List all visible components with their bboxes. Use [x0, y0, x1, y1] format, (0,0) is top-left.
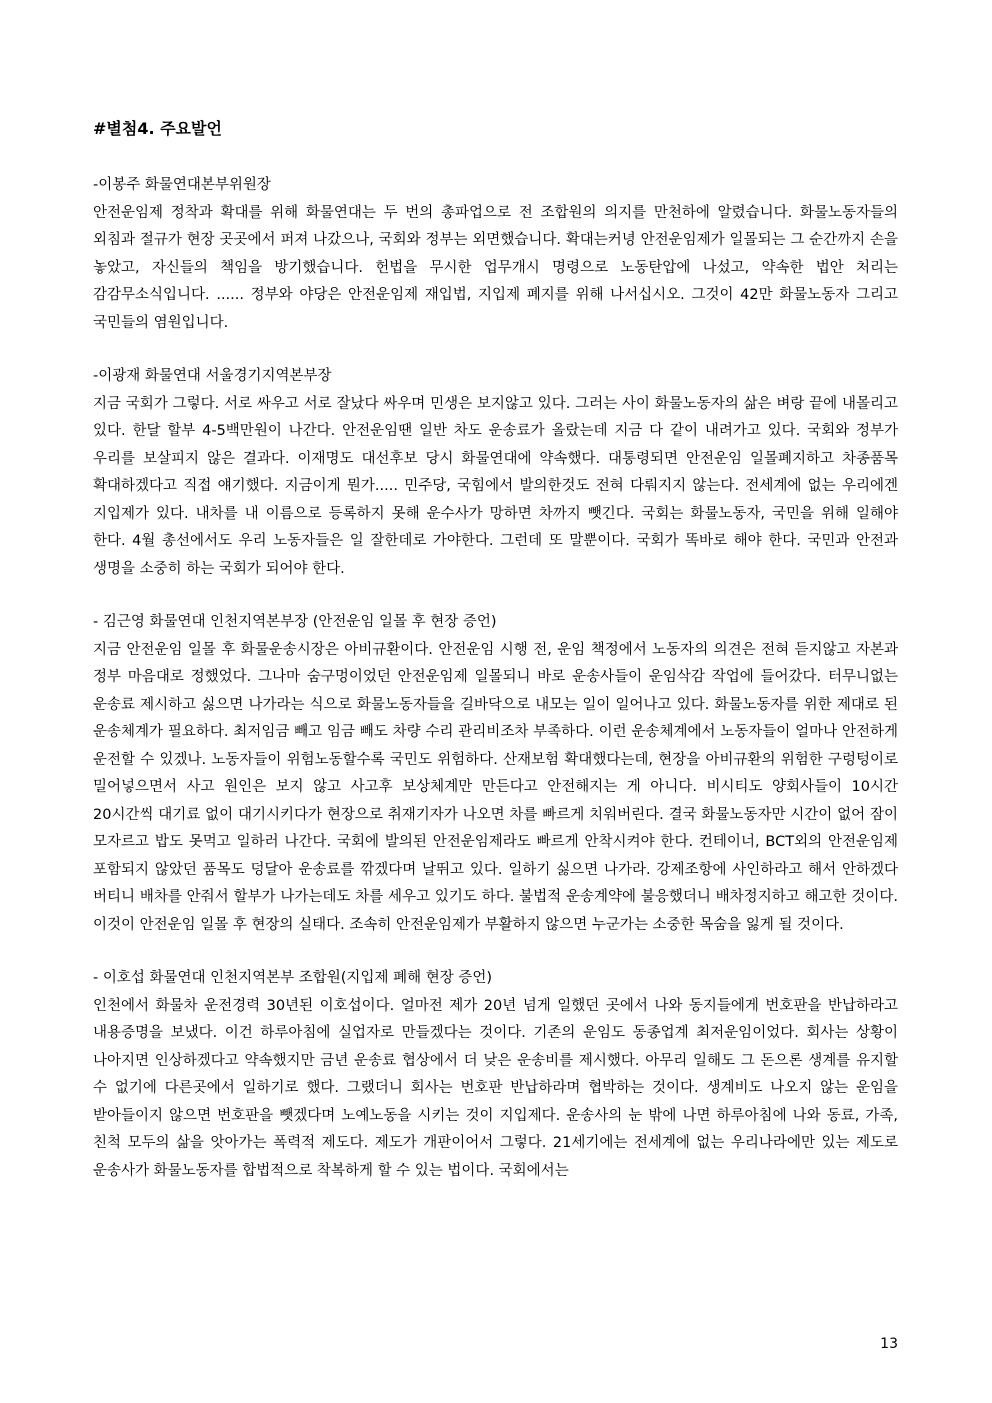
statement-text: 지금 안전운임 일몰 후 화물운송시장은 아비규환이다. 안전운임 시행 전, 운임 책정에서 노동자의 의견은 전혀 듣지않고 자본과 정부 마음대로 정했었다. 그나마 숨구멍이었던 안전운임제 일몰되니 바로 운송사들이 운임삭감 작업에 들어갔다. 터무니없는 운송료 제시하고 싫으면 나가라는 식으로 화물노동자들을 길바닥으로 내모는 일이 일어나고 있다. 화물노동자를 위한 제대로 된 운송체계가 필요하다. 최저임금 빼고 임금 빼도 차량 수리 관리비조차 부족하다. 이런 운송체계에서 노동자들이 얼마나 안전하게 운전할 수 있겠나. 노동자들이 위험노동할수록 국민도 위험하다. 산재보험 확대했다는데, 현장을 아비규환의 위험한 구렁텅이로 밀어넣으면서 사고 원인은 보지 않고 사고후 보상체계만 만든다고 안전해지는 게 아니다. 비시티도 양회사들이 10시간 20시간씩 대기료 없이 대기시키다가 현장으로 취재기자가 나오면 차를 빠르게 치워버린다. 결국 화물노동자만 시간이 없어 잠이 모자르고 밥도 못먹고 일하러 나간다. 국회에 발의된 안전운임제라도 빠르게 안착시켜야 한다. 컨테이너, BCT외의 안전운임제 포함되지 않았던 품목도 덩달아 운송료를 깎겠다며 날뛰고 있다. 일하기 싫으면 나가라. 강제조항에 사인하라고 해서 안하겠다 버티니 배차를 안줘서 할부가 나가는데도 차를 세우고 있기도 하다. 불법적 운송계약에 불응했더니 배차정지하고 해고한 것이다. 이것이 안전운임 일몰 후 현장의 실태다. 조속히 안전운임제가 부활하지 않으면 누군가는 소중한 목숨을 잃게 될 것이다. — [93, 641, 898, 933]
speaker-name: -이봉주 화물연대본부위원장 — [93, 177, 271, 193]
statement-section — [93, 965, 898, 1185]
statement-text: 인천에서 화물차 운전경력 30년된 이호섭이다. 얼마전 제가 20년 넘게 일했던 곳에서 나와 동지들에게 번호판을 반납하라고 내용증명을 보냈다. 이건 하루아침에 실업자로 만들겠다는 것이다. 기존의 운임도 동종업계 최저운임이었다. 회사는 상황이 나아지면 인상하겠다고 약속했지만 금년 운송료 협상에서 더 낮은 운송비를 제시했다. 아무리 일해도 그 돈으론 생계를 유지할 수 없기에 다른곳에서 일하기로 했다. 그랬더니 회사는 번호판 반납하라며 협박하는 것이다. 생계비도 나오지 않는 운임을 받아들이지 않으면 번호판을 뺏겠다며 노예노동을 시키는 것이 지입제다. 운송사의 눈 밖에 나면 하루아침에 나와 동료, 가족, 친척 모두의 삶을 앗아가는 폭력적 제도다. 제도가 개판이어서 그렇다. 21세기에는 전세계에 없는 우리나라에만 있는 제도로 운송사가 화물노동자를 합법적으로 착복하게 할 수 있는 법이다. 국회에서는 — [93, 997, 898, 1179]
statement-section — [93, 609, 898, 939]
statement-text: 지금 국회가 그렇다. 서로 싸우고 서로 잘났다 싸우며 민생은 보지않고 있다. 그러는 사이 화물노동자의 삶은 벼랑 끝에 내몰리고 있다. 한달 할부 4-5백만원이 나간다. 안전운임땐 일반 차도 운송료가 올랐는데 지금 다 같이 내려가고 있다. 국회와 정부가 우리를 보살피지 않은 결과다. 이재명도 대선후보 당시 화물연대에 약속했다. 대통령되면 안전운임 일몰폐지하고 차종품목 확대하겠다고 직접 얘기했다. 지금이게 뭔가..... 민주당, 국힘에서 발의한것도 전혀 다뤄지지 않는다. 전세계에 없는 우리에겐 지입제가 있다. 내차를 내 이름으로 등록하지 못해 운수사가 망하면 차까지 뺏긴다. 국회는 화물노동자, 국민을 위해 일해야 한다. 4월 총선에서도 우리 노동자들은 일 잘한데로 가야한다. 그런데 또 말뿐이다. 국회가 똑바로 해야 한다. 국민과 안전과 생명을 소중히 하는 국회가 되어야 한다. — [93, 395, 898, 577]
page-heading: #별첨4. 주요발언 — [93, 119, 222, 138]
speaker-name: -이광재 화물연대 서울경기지역본부장 — [93, 368, 332, 384]
statement-section — [93, 172, 898, 337]
statement-text: 안전운임제 정착과 확대를 위해 화물연대는 두 번의 총파업으로 전 조합원의 의지를 만천하에 알렸습니다. 화물노동자들의 외침과 절규가 현장 곳곳에서 퍼져 나갔으나, 국회와 정부는 외면했습니다. 확대는커녕 안전운임제가 일몰되는 그 순간까지 손을 놓았고, 자신들의 책임을 방기했습니다. 헌법을 무시한 업무개시 명령으로 노동탄압에 나섰고, 약속한 법안 처리는 감감무소식입니다. ...... 정부와 야당은 안전운임제 재입법, 지입제 폐지를 위해 나서십시오. 그것이 42만 화물노동자 그리고 국민들의 염원입니다. — [93, 204, 898, 331]
speaker-name: - 김근영 화물연대 인천지역본부장 (안전운임 일몰 후 현장 증언) — [93, 614, 497, 630]
page-number: 13 — [880, 1336, 898, 1352]
statements-list — [93, 172, 898, 1211]
speaker-name: - 이호섭 화물연대 인천지역본부 조합원(지입제 폐해 현장 증언) — [93, 970, 492, 986]
statement-section — [93, 363, 898, 583]
